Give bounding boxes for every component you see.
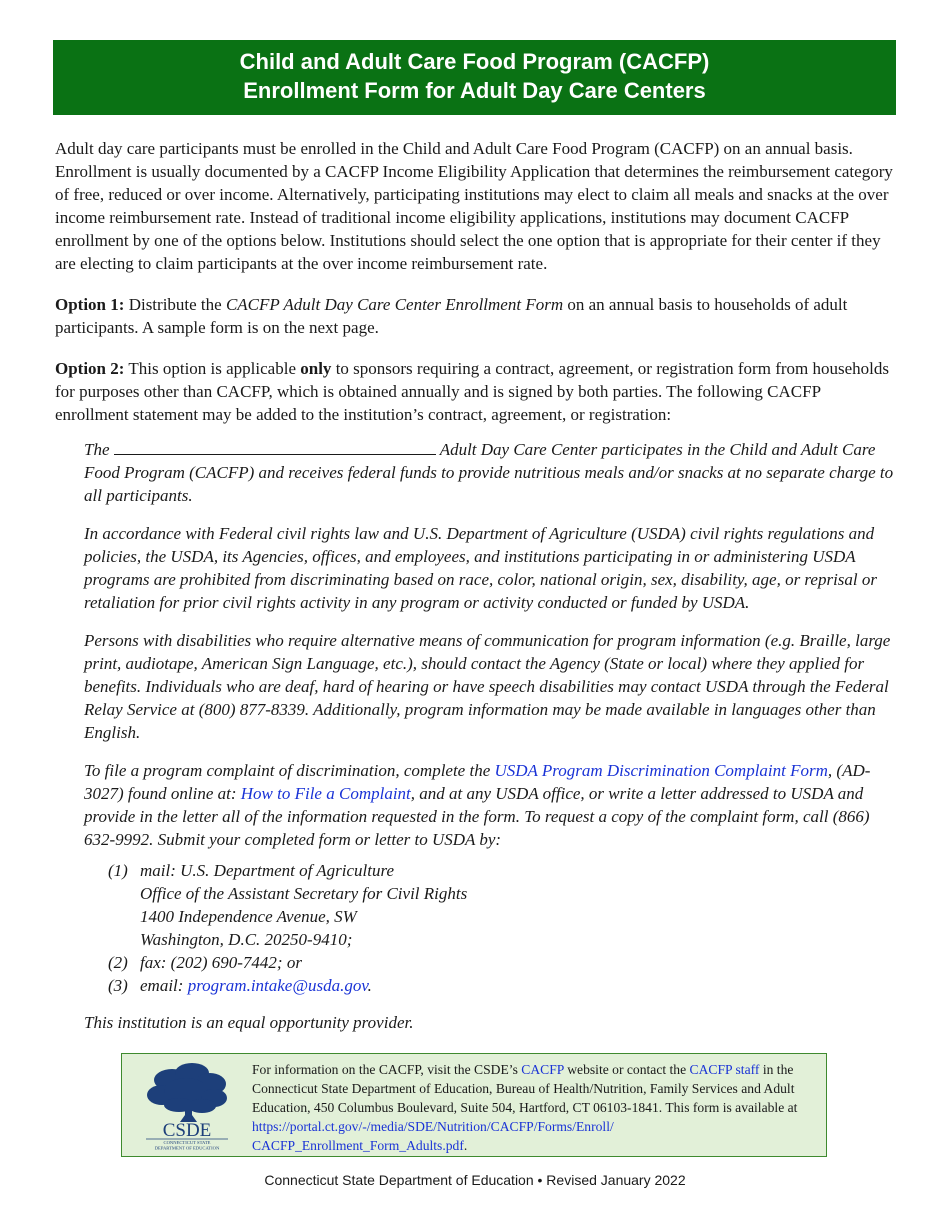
- list-item-mail: [84, 859, 895, 882]
- cacfp-website-link[interactable]: CACFP: [521, 1062, 564, 1077]
- mail-line: mail: U.S. Department of Agriculture: [140, 861, 395, 880]
- logo-subtext-2: DEPARTMENT OF EDUCATION: [154, 1145, 220, 1151]
- list-number: (1): [108, 861, 128, 880]
- enrollment-statement: [84, 438, 895, 1034]
- info-text-4: .: [463, 1138, 468, 1153]
- center-name-blank[interactable]: [114, 438, 436, 455]
- option-1-paragraph: [55, 293, 895, 339]
- complaint-text-mid: , (AD-3027) found online at:: [84, 761, 871, 803]
- email-link[interactable]: program.intake@usda.gov: [187, 976, 368, 995]
- fax-line: fax: (202) 690-7442; or: [140, 953, 302, 972]
- title-line-1: Child and Adult Care Food Program (CACFP): [239, 49, 710, 74]
- complaint-text-pre: To file a program complaint of discrimination, complete the: [84, 761, 495, 780]
- mail-address-line-1: Office of the Assistant Secretary for Civil Rights: [140, 884, 468, 903]
- logo-subtext-1: CONNECTICUT STATE: [163, 1140, 211, 1145]
- option-1-form-name: CACFP Adult Day Care Center Enrollment Form: [225, 295, 564, 314]
- civil-rights-paragraph: In accordance with Federal civil rights law and U.S. Department of Agriculture (USDA) civil rights regulations and policies, the USDA, its Agencies, offices, and employees, and institutions participating in or administering USDA programs are prohibited from discriminating based on race, color, national origin, sex, disability, age, or reprisal or retaliation for prior civil rights activity in any program or activity conducted or funded by USDA.: [84, 524, 878, 612]
- statement-after-blank: Adult Day Care Center participates in the Child and Adult Care Food Program (CACFP) and receives federal funds to provide nutritious meals and/or snacks at no separate charge to all participants.: [84, 440, 894, 505]
- email-prefix: email:: [140, 976, 188, 995]
- email-suffix: .: [367, 976, 372, 995]
- option-2-text-pre: This option is applicable: [124, 359, 301, 378]
- email-line: [140, 974, 372, 997]
- complaint-paragraph: [84, 759, 895, 851]
- mail-address-line-2: 1400 Independence Avenue, SW: [140, 907, 357, 926]
- statement-the: The: [84, 440, 114, 459]
- list-item-fax: [84, 951, 895, 974]
- list-number: (3): [108, 976, 128, 995]
- csde-logo: [134, 1060, 238, 1152]
- contact-info-text: [252, 1060, 817, 1155]
- title-banner: [53, 40, 896, 115]
- cacfp-staff-link[interactable]: CACFP staff: [689, 1062, 760, 1077]
- contact-info-box: [121, 1053, 827, 1157]
- option-2-text-post: to sponsors requiring a contract, agreement, or registration form from households for purposes other than CACFP, which is obtained annually and is signed by both parties. The following CACFP enrollment statement may be added to the institution’s contract, agreement, or registration:: [55, 359, 889, 424]
- info-text-3: in the Connecticut State Department of Education, Bureau of Health/Nutrition, Family Services and Adult Education, 450 Columbus Boulevard, Suite 504, Hartford, CT 06103-1841. This form is available at: [252, 1062, 798, 1115]
- list-item-email: [84, 974, 895, 997]
- logo-text: CSDE: [162, 1120, 212, 1141]
- option-2-paragraph: [55, 357, 895, 426]
- intro-paragraph: Adult day care participants must be enrolled in the Child and Adult Care Food Program (CACFP) on an annual basis. Enrollment is usually documented by a CACFP Income Eligibility Application that determines the reimbursement category of free, reduced or over income. Alternatively, participating institutions may elect to claim all meals and snacks at the over income reimbursement rate. Instead of traditional income eligibility applications, institutions may document CACFP enrollment by one of the options below. Institutions should select the one option that is appropriate for their center if they are electing to claim participants at the over income reimbursement rate.: [55, 139, 893, 273]
- tree-icon: [147, 1063, 227, 1122]
- complaint-form-link[interactable]: USDA Program Discrimination Complaint Form: [494, 761, 828, 780]
- how-to-file-link[interactable]: How to File a Complaint: [240, 784, 411, 803]
- info-text-2: website or contact the: [563, 1062, 690, 1077]
- submission-methods-list: [84, 859, 895, 997]
- complaint-text-post: , and at any USDA office, or write a letter addressed to USDA and provide in the letter all of the information requested in the form. To request a copy of the complaint form, call (866) 632-9992. Submit your completed form or letter to USDA by:: [84, 784, 870, 849]
- option-1-text-pre: Distribute the: [124, 295, 226, 314]
- mail-address-line-3: Washington, D.C. 20250-9410;: [140, 930, 353, 949]
- option-1-label: Option 1:: [55, 295, 125, 314]
- form-url-link[interactable]: https://portal.ct.gov/-/media/SDE/Nutrition/CACFP/Forms/Enroll/ CACFP_Enrollment_Form_Adults.pdf: [252, 1119, 614, 1153]
- option-2-label: Option 2:: [55, 359, 125, 378]
- info-text-1: For information on the CACFP, visit the CSDE’s: [252, 1062, 522, 1077]
- statement-participation: [84, 438, 895, 507]
- page-footer: Connecticut State Department of Education • Revised January 2022: [264, 1172, 686, 1188]
- option-1-text-post: on an annual basis to households of adult participants. A sample form is on the next page.: [55, 295, 848, 337]
- equal-opportunity-statement: This institution is an equal opportunity provider.: [84, 1013, 414, 1032]
- option-2-only: only: [300, 359, 332, 378]
- document-body: [55, 137, 895, 1049]
- title-line-2: Enrollment Form for Adult Day Care Centers: [243, 78, 706, 103]
- list-number: (2): [108, 953, 128, 972]
- disabilities-paragraph: Persons with disabilities who require alternative means of communication for program information (e.g. Braille, large print, audiotape, American Sign Language, etc.), should contact the Agency (State or local) where they applied for benefits. Individuals who are deaf, hard of hearing or have speech disabilities may contact USDA through the Federal Relay Service at (800) 877-8339. Additionally, program information may be made available in languages other than English.: [84, 631, 891, 742]
